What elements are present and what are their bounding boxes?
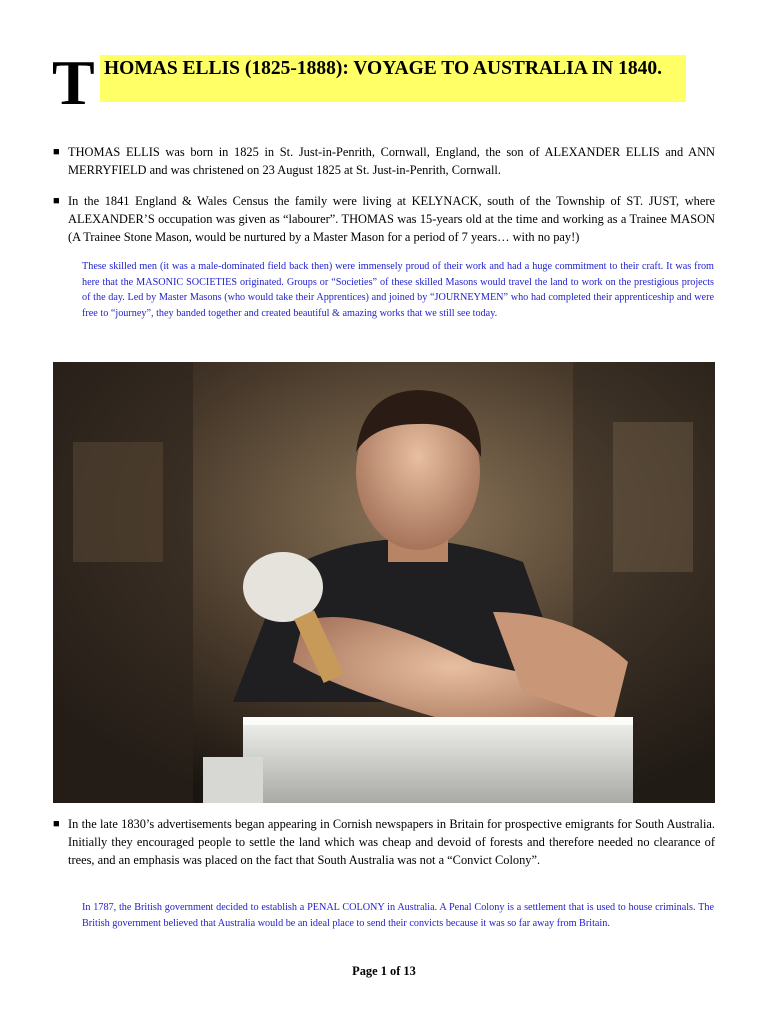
- bullet-paragraph-birth: [53, 143, 715, 179]
- bullet-paragraph-emigration: [53, 815, 715, 870]
- title-dropcap: T: [52, 47, 95, 118]
- bullet-text: THOMAS ELLIS was born in 1825 in St. Just-in-Penrith, Cornwall, England, the son of ALEXANDER ELLIS and ANN MERRYFIELD and was christened on 23 August 1825 at St. Just-in-Penrith, Cornwall.: [68, 145, 715, 178]
- title-highlight: [100, 55, 686, 102]
- page-title: [52, 47, 662, 118]
- note-masonic-societies: These skilled men (it was a male-dominated field back then) were immensely proud of their work and had a huge commitment to their craft. It was from here that the MASONIC SOCIETIES originated. Groups or “Societies” of these skilled Masons would travel the land to work on the prestigious projects of the day. Led by Master Masons (who would take their Apprentices) and joined by “JOURNEYMEN” who had completed their apprenticeship and were free to “journey”, they banded together and created beautiful & amazing works that we still see today.: [82, 261, 714, 319]
- bullet-square-icon: ■: [53, 818, 60, 830]
- bullet-text: In the 1841 England & Wales Census the family were living at KELYNACK, south of the Township of ST. JUST, where ALEXANDER’S occupation was given as “labourer”. THOMAS was 15-years old at the time and working as a Trainee MASON (A Trainee Stone Mason, would be nurtured by a Master Mason for a period of 7 years… with no pay!): [68, 194, 715, 245]
- bullet-paragraph-census: [53, 192, 715, 247]
- title-text: HOMAS ELLIS (1825-1888): VOYAGE TO AUSTRALIA IN 1840.: [104, 58, 662, 79]
- bullet-square-icon: ■: [53, 195, 60, 207]
- bullet-text: In the late 1830’s advertisements began appearing in Cornish newspapers in Britain for prospective emigrants for South Australia. Initially they encouraged people to settle the land which was cheap and devoid of forests and therefore needed no clearance of trees, and an emphasis was placed on the fact that South Australia was not a “Convict Colony”.: [68, 817, 715, 868]
- bullet-square-icon: ■: [53, 146, 60, 158]
- note-penal-colony: In 1787, the British government decided to establish a PENAL COLONY in Australia. A Penal Colony is a settlement that is used to house criminals. The British government believed that Australia would be an ideal place to send their convicts because it was so far away from Britain.: [82, 902, 714, 929]
- page-number: Page 1 of 13: [352, 964, 416, 978]
- stonemason-illustration: [53, 362, 715, 803]
- stonemason-photo: [53, 362, 715, 803]
